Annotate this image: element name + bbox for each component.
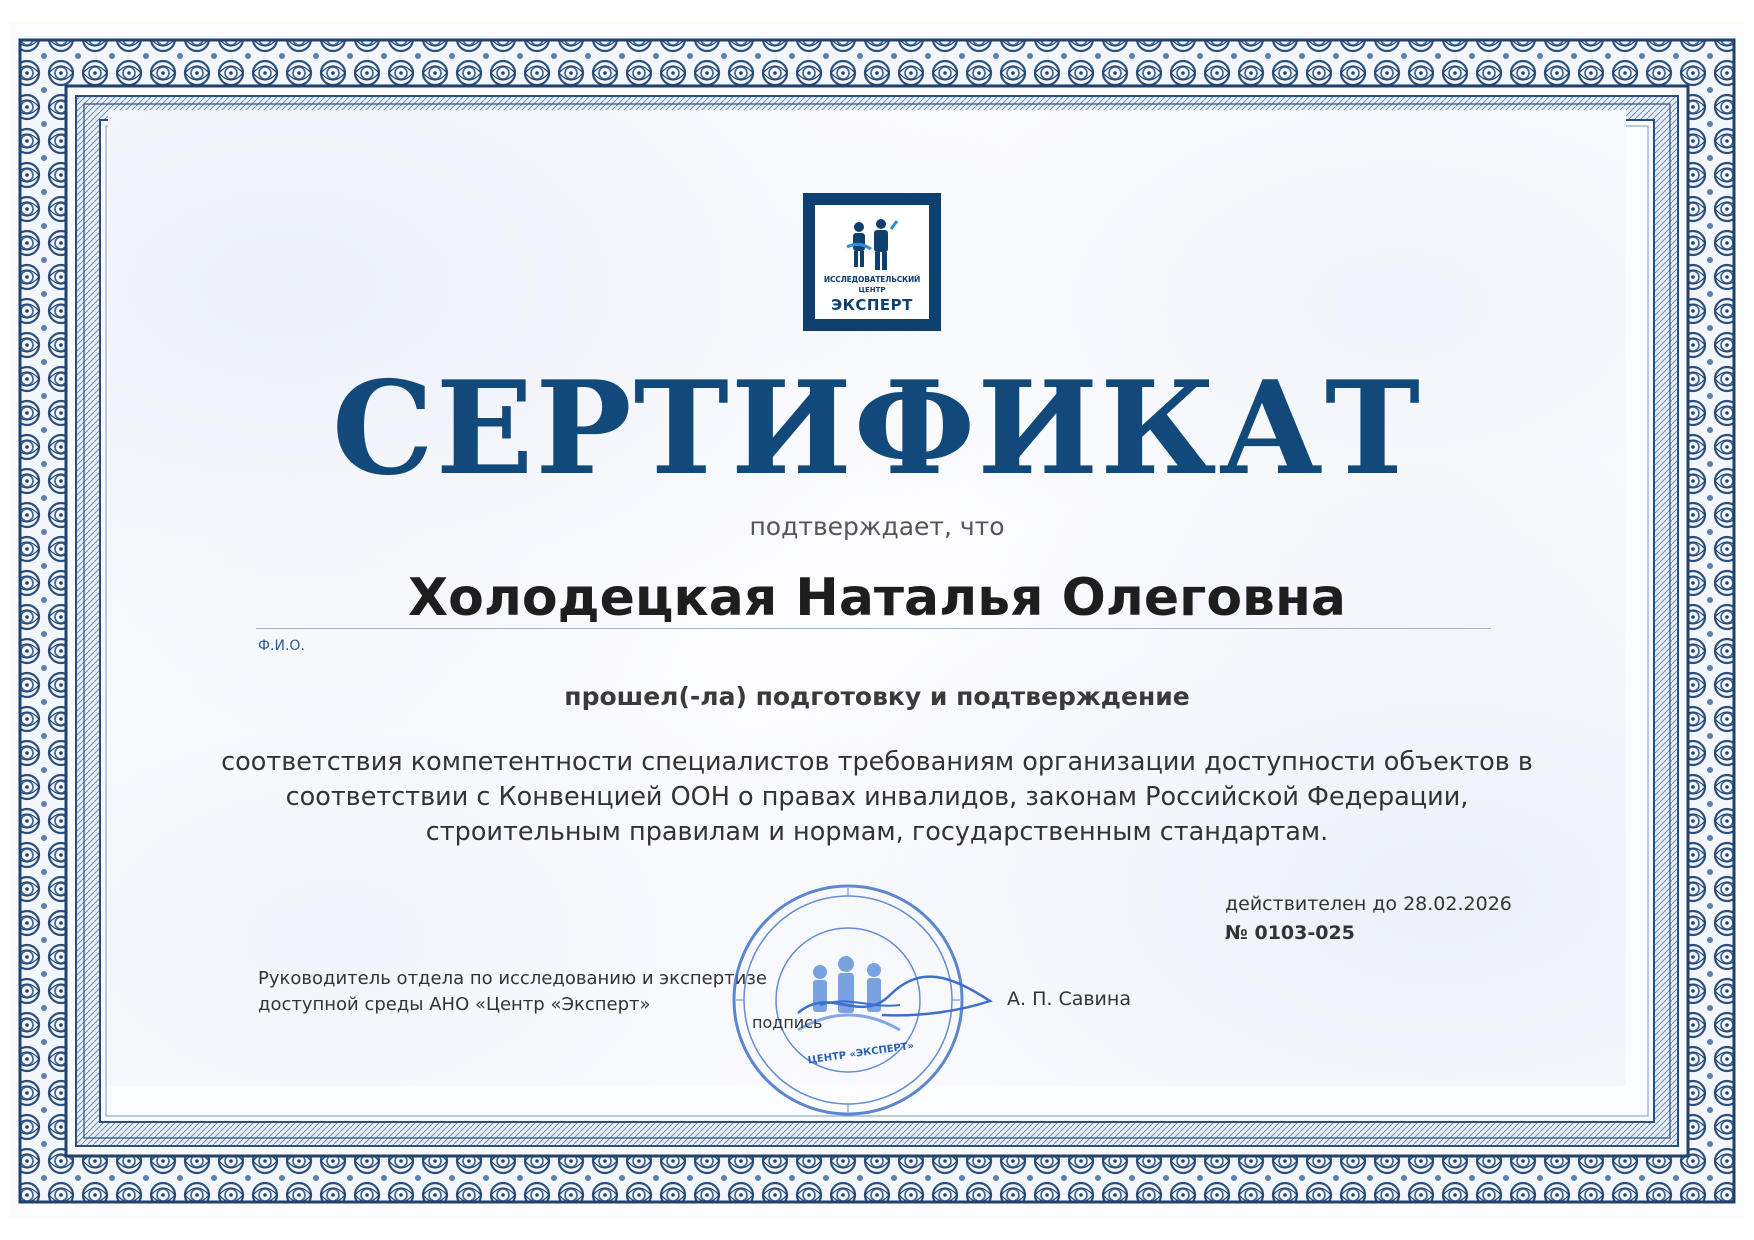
certificate-title: СЕРТИФИКАТ — [331, 354, 1423, 504]
logo-text-line1: ИССЛЕДОВАТЕЛЬСКИЙ — [823, 275, 921, 284]
description-text: соответствия компетентности специалистов требованиям организации доступности объектов в соответствии с Конвенцией ООН о правах инвалидов, законам Российской Федерации, строительным правилам и нормам, государственным стандартам. — [221, 747, 1533, 847]
signatory-position-line1: Руководитель отдела по исследованию и экспертизе — [258, 968, 768, 989]
recipient-name: Холодецкая Наталья Олеговна — [408, 568, 1346, 628]
name-underline — [256, 628, 1491, 629]
people-icon — [845, 219, 901, 273]
fio-label: Ф.И.О. — [258, 638, 305, 654]
signature-label: подпись — [752, 1013, 823, 1032]
signatory-position — [258, 966, 778, 1018]
signatory-position-line2: доступной среды АНО «Центр «Эксперт» — [258, 994, 651, 1015]
passed-text: прошел(-ла) подготовку и подтверждение — [564, 682, 1190, 711]
validity-date: действителен до 28.02.2026 — [1225, 893, 1512, 915]
logo-text-line3: ЭКСПЕРТ — [831, 296, 913, 314]
expert-center-logo — [803, 193, 941, 331]
certificate-number: № 0103-025 — [1225, 922, 1355, 944]
confirms-text: подтверждает, что — [749, 512, 1005, 541]
signatory-name: А. П. Савина — [1007, 988, 1131, 1010]
stamp-center-text: ЦЕНТР «ЭКСПЕРТ» — [807, 1040, 915, 1067]
logo-text-line2: ЦЕНТР — [858, 286, 886, 294]
